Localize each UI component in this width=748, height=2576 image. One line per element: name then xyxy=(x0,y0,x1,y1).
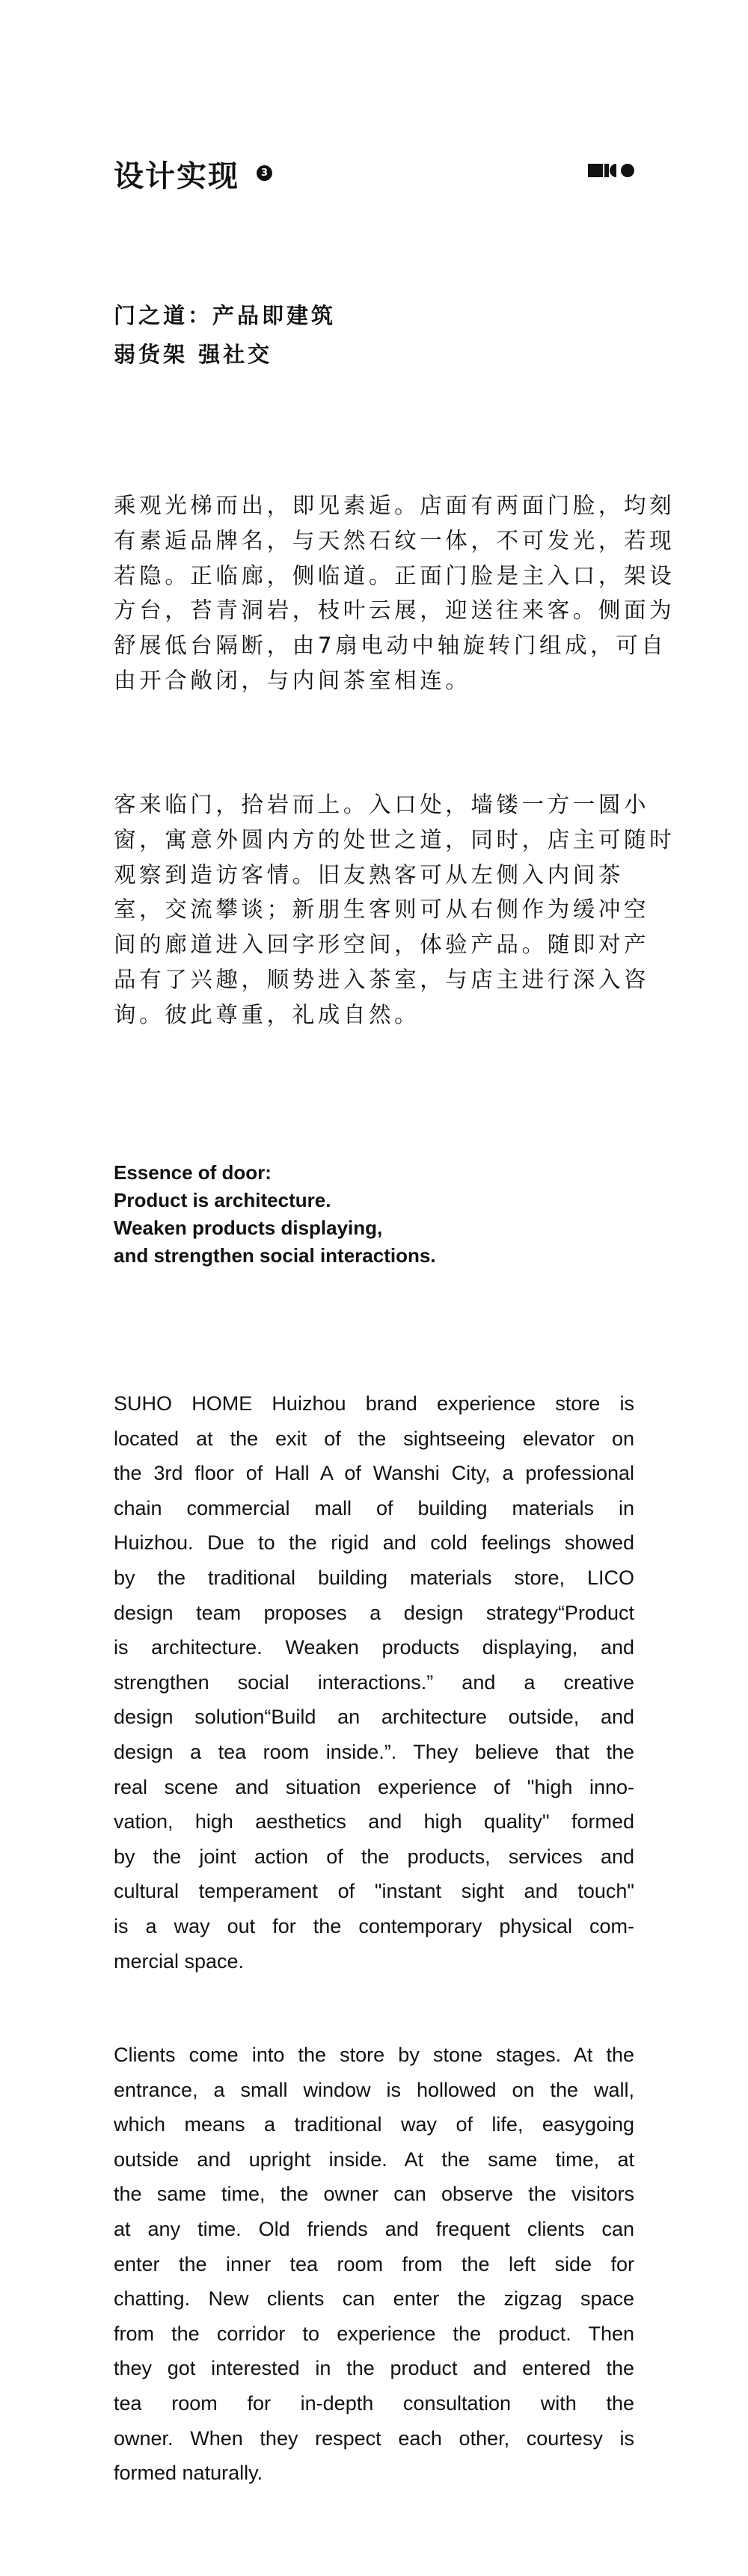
paragraph-line: entrance, a small window is hollowed on the wall, xyxy=(114,2078,634,2101)
heading-line: Product is architecture. xyxy=(114,1189,331,1211)
paragraph-line: owner. When they respect each other, courtesy is xyxy=(114,2426,634,2450)
paragraph-line: 窗，寓意外圆内方的处世之道，同时，店主可随时 xyxy=(114,826,675,852)
english-paragraph-2 xyxy=(114,2038,634,2491)
paragraph-line: from the corridor to experience the product. Then xyxy=(114,2322,634,2345)
paragraph-line: located at the exit of the sightseeing elevator on xyxy=(114,1427,634,1450)
paragraph-line: design team proposes a design strategy“Product xyxy=(114,1601,634,1624)
paragraph-line: vation, high aesthetics and high quality" formed xyxy=(114,1810,634,1833)
paragraph-line: real scene and situation experience of "high inno- xyxy=(114,1775,634,1798)
paragraph-line: outside and upright inside. At the same time, at xyxy=(114,2148,634,2171)
english-paragraph-1 xyxy=(114,1386,634,1979)
paragraph-line: Huizhou. Due to the rigid and cold feelings showed xyxy=(114,1531,634,1555)
subtitle-line: 弱货架 强社交 xyxy=(114,342,273,367)
paragraph-line: 若隐。正临廊，侧临道。正面门脸是主入口，架设 xyxy=(114,562,675,588)
paragraph-line: at any time. Old friends and frequent clients can xyxy=(114,2217,634,2240)
paragraph-line: 询。彼此尊重，礼成自然。 xyxy=(114,1001,420,1027)
paragraph-line: mercial space. xyxy=(114,1949,245,1973)
paragraph-line: chatting. New clients can enter the zigzag space xyxy=(114,2287,634,2311)
heading-line: Weaken products displaying, xyxy=(114,1217,383,1239)
paragraph-line: is a way out for the contemporary physical com- xyxy=(114,1914,634,1937)
heading-line: Essence of door: xyxy=(114,1161,272,1184)
paragraph-line: chain commercial mall of building materials in xyxy=(114,1496,634,1519)
paragraph-line: is architecture. Weaken products displaying, and xyxy=(114,1636,634,1659)
paragraph-line: 观察到造访客情。旧友熟客可从左侧入内间茶 xyxy=(114,861,625,888)
paragraph-line: they got interested in the product and entered the xyxy=(114,2357,634,2380)
paragraph-line: cultural temperament of "instant sight and touch" xyxy=(114,1880,634,1903)
paragraph-line: design solution“Build an architecture outside, and xyxy=(114,1706,634,1729)
paragraph-line: SUHO HOME Huizhou brand experience store is xyxy=(114,1392,634,1415)
paragraph-line: 有素逅品牌名，与天然石纹一体，不可发光，若现 xyxy=(114,527,675,553)
paragraph-line: which means a traditional way of life, easygoing xyxy=(114,2113,634,2136)
paragraph-line: formed naturally. xyxy=(114,2462,263,2485)
logo-half-circle-shape xyxy=(610,164,616,177)
logo-square-shape xyxy=(588,164,603,177)
paragraph-line: tea room for in-depth consultation with the xyxy=(114,2391,634,2414)
chinese-subtitle xyxy=(114,296,336,374)
paragraph-line: the same time, the owner can observe the visitors xyxy=(114,2183,634,2206)
paragraph-line: the 3rd floor of Hall A of Wanshi City, a professional xyxy=(114,1462,634,1485)
section-header xyxy=(114,154,634,202)
chinese-paragraph-1 xyxy=(114,488,675,698)
logo-circle-shape xyxy=(621,164,634,177)
paragraph-line: enter the inner tea room from the left side for xyxy=(114,2252,634,2275)
paragraph-line: 方台，苔青洞岩，枝叶云展，迎送往来客。侧面为 xyxy=(114,597,675,624)
paragraph-line: by the joint action of the products, services and xyxy=(114,1845,634,1868)
brand-logo-icon xyxy=(588,164,636,178)
paragraph-line: strengthen social interactions.” and a creative xyxy=(114,1670,634,1694)
paragraph-line: design a tea room inside.”. They believe that the xyxy=(114,1740,634,1763)
heading-line: and strengthen social interactions. xyxy=(114,1244,436,1267)
paragraph-line: 客来临门，拾岩而上。入口处，墙镂一方一圆小 xyxy=(114,792,650,817)
chinese-paragraph-2 xyxy=(114,787,675,1033)
paragraph-line: 间的廊道进入回字形空间，体验产品。随即对产 xyxy=(114,932,650,958)
english-heading xyxy=(114,1159,436,1270)
paragraph-line: Clients come into the store by stone stages. At the xyxy=(114,2044,634,2066)
paragraph-line: 乘观光梯而出，即见素逅。店面有两面门脸，均刻 xyxy=(114,493,675,518)
paragraph-line: by the traditional building materials store, LICO xyxy=(114,1566,634,1589)
paragraph-line: 品有了兴趣，顺势进入茶室，与店主进行深入咨 xyxy=(114,966,650,992)
section-number-badge: 3 xyxy=(257,165,272,181)
paragraph-line: 舒展低台隔断，由7扇电动中轴旋转门组成，可自 xyxy=(114,633,667,659)
subtitle-line: 门之道：产品即建筑 xyxy=(114,303,337,328)
paragraph-line: 室，交流攀谈；新朋生客则可从右侧作为缓冲空 xyxy=(114,897,650,923)
logo-bar-shape xyxy=(604,164,609,177)
page-title: 设计实现 xyxy=(114,159,239,194)
paragraph-line: 由开合敞闭，与内间茶室相连。 xyxy=(114,667,471,693)
